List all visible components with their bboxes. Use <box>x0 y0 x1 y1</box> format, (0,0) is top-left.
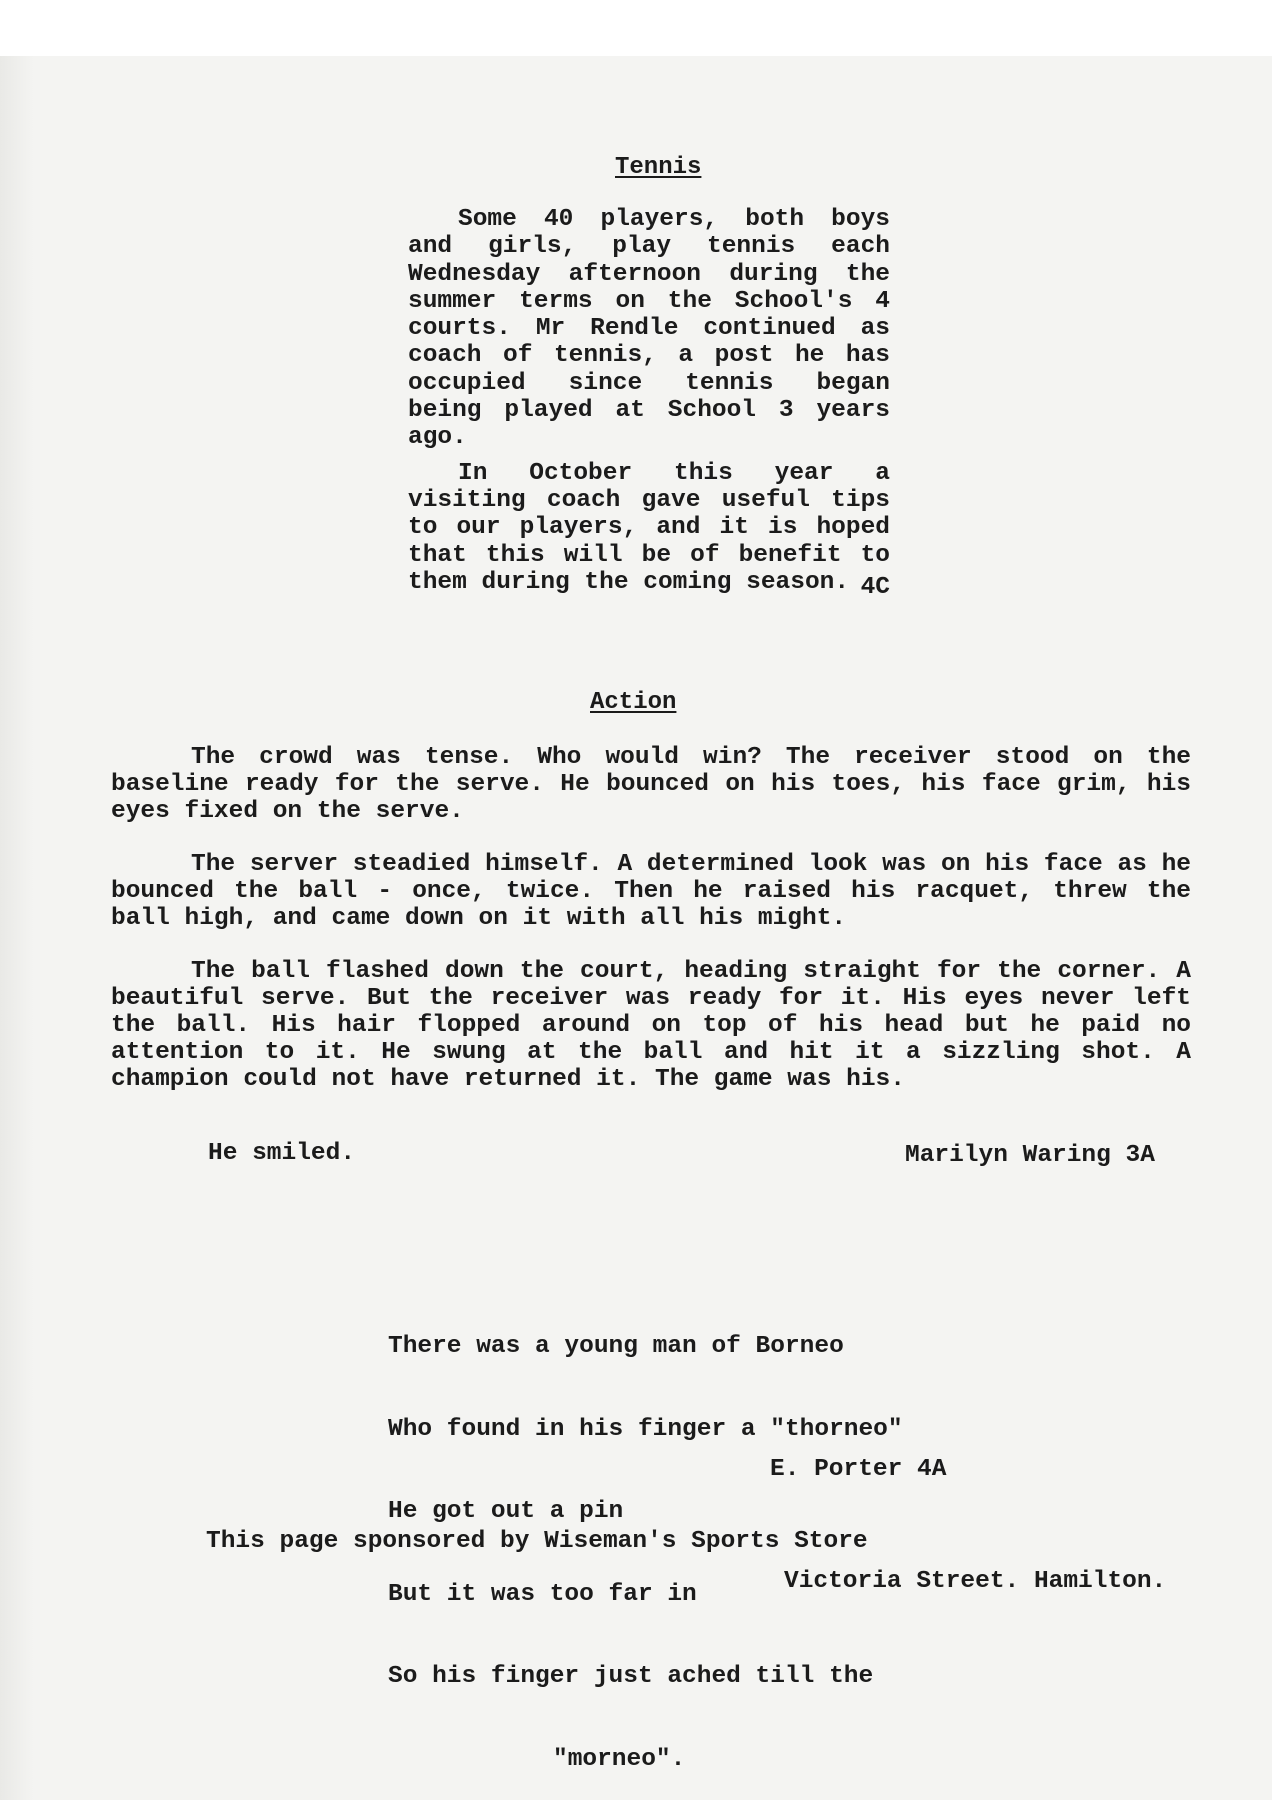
tennis-author: 4C <box>860 574 890 602</box>
tennis-article <box>408 206 890 609</box>
action-paragraph-2: The server steadied himself. A determined look was on his face as he bounced the ball - once, twice. Then he raised his racquet, threw the ball high, and came down on it with all his might. <box>111 851 1191 932</box>
action-paragraph-1: The crowd was tense. Who would win? The receiver stood on the baseline ready for the serve. He bounced on his toes, his face grim, his eyes fixed on the serve. <box>111 744 1191 825</box>
limerick-author: E. Porter 4A <box>770 1456 947 1483</box>
tennis-paragraph-1: Some 40 players, both boys and girls, play tennis each Wednesday afternoon during the summer terms on the School's 4 courts. Mr Rendle continued as coach of tennis, a post he has occupied since tennis began being played at School 3 years ago. <box>408 206 890 452</box>
action-closing-line: He smiled. <box>208 1140 356 1167</box>
limerick-line: "morneo". <box>553 1745 686 1773</box>
action-paragraph-3: The ball flashed down the court, heading straight for the corner. A beautiful serve. But the receiver was ready for it. His eyes never left the ball. His hair flopped around on top of his head but he paid no attention to it. He swung at the ball and hit it a sizzling shot. A champion could not have returned it. The game was his. <box>111 958 1191 1093</box>
scan-margin-top <box>0 0 1272 56</box>
action-heading: Action <box>590 689 677 716</box>
sponsor-line: This page sponsored by Wiseman's Sports Store <box>206 1528 868 1555</box>
bleed-through-area <box>1040 205 1240 545</box>
action-story <box>111 744 1191 1093</box>
limerick-line: But it was too far in <box>388 1580 697 1608</box>
limerick-line: There was a young man of Borneo <box>388 1333 844 1360</box>
limerick-line: So his finger just ached till the <box>388 1663 874 1690</box>
tennis-heading: Tennis <box>615 154 702 181</box>
action-author: Marilyn Waring 3A <box>905 1142 1155 1169</box>
scan-margin-left <box>0 56 34 1800</box>
limerick-line: Who found in his finger a "thorneo" <box>388 1415 903 1443</box>
limerick-line: He got out a pin <box>388 1498 624 1525</box>
sponsor-address: Victoria Street. Hamilton. <box>784 1568 1167 1595</box>
tennis-paragraph-2: In October this year a visiting coach gave useful tips to our players, and it is hoped that this will be of benefit to them during the coming season. <box>408 459 890 596</box>
